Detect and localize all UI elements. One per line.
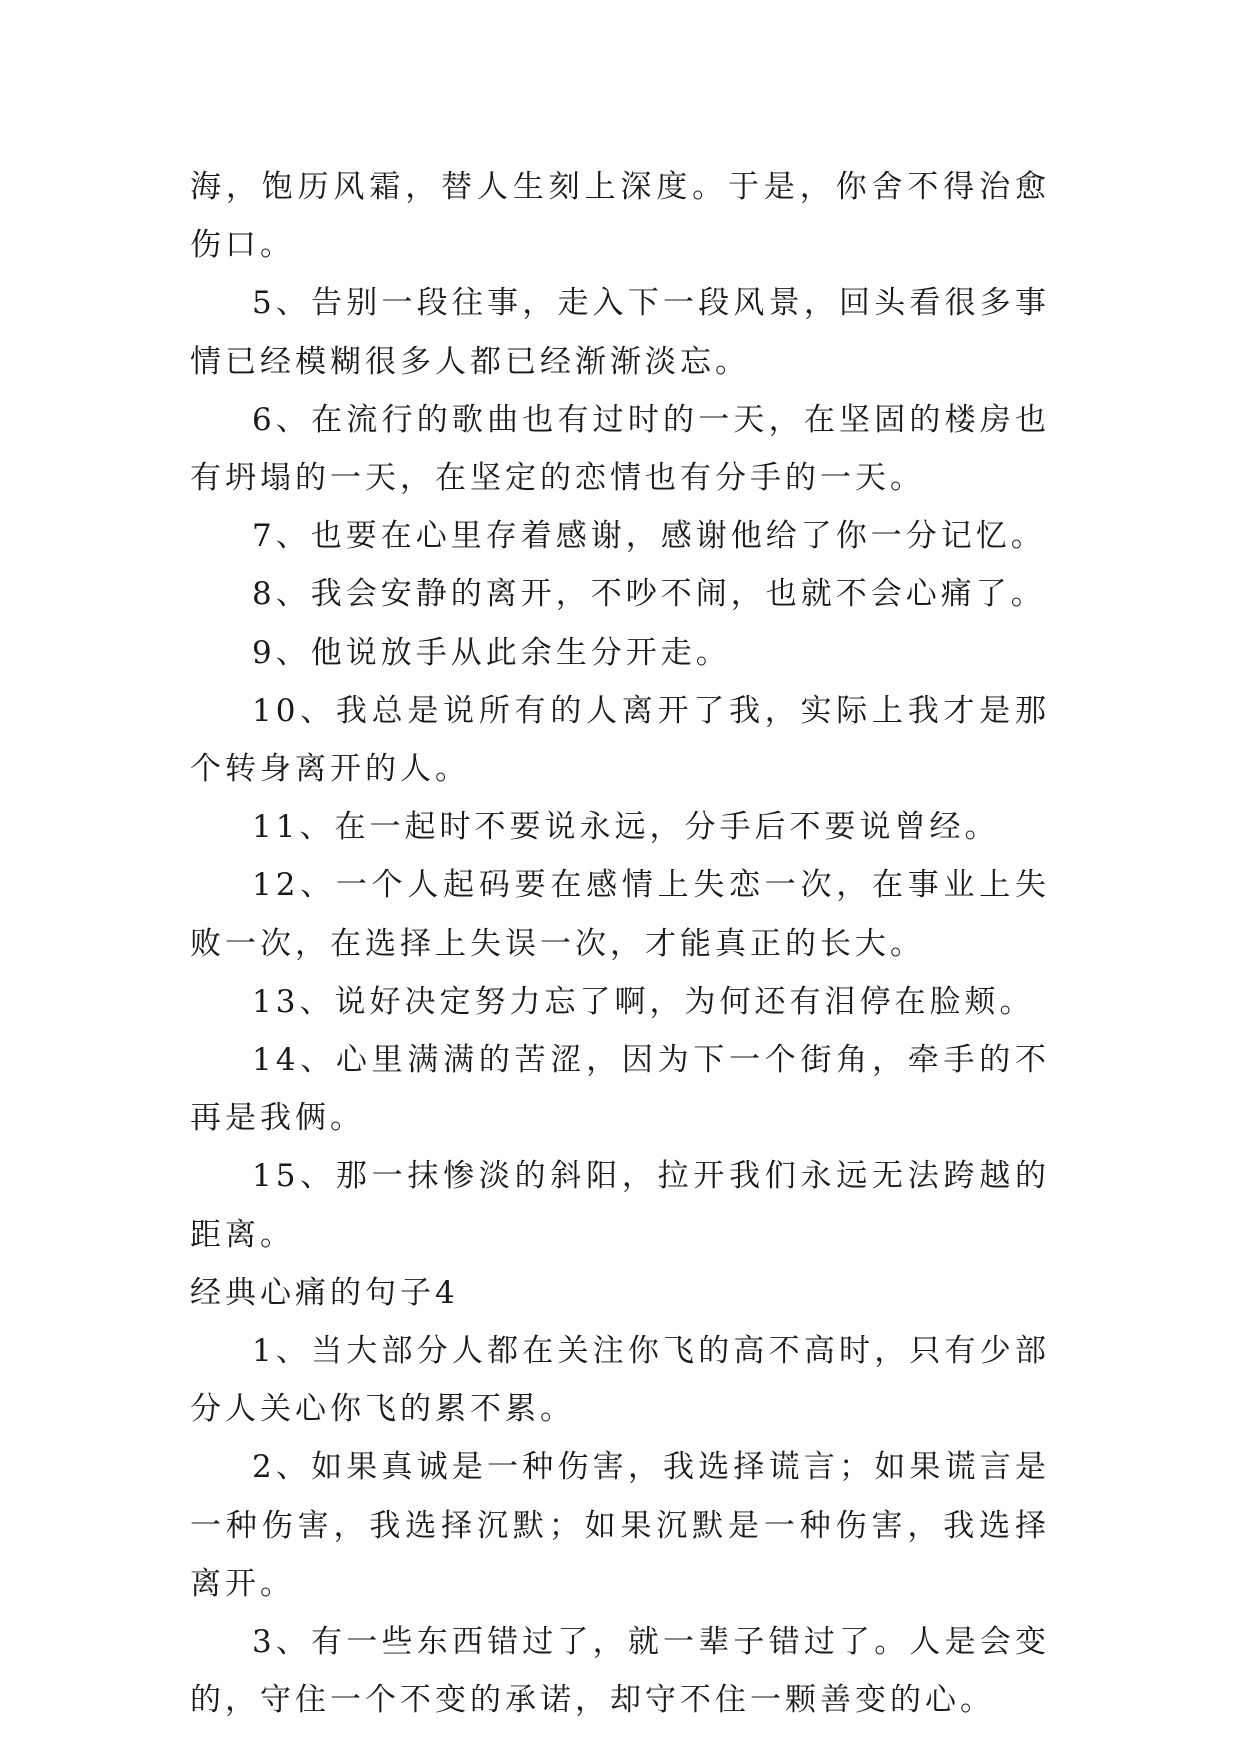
list-item-1: 1、当大部分人都在关注你飞的高不高时，只有少部分人关心你飞的累不累。 — [190, 1333, 1050, 1428]
paragraph-continuation: 海，饱历风霜，替人生刻上深度。于是，你舍不得治愈伤口。 — [190, 169, 1050, 264]
document-body — [190, 158, 1050, 1729]
list-item-12: 12、一个人起码要在感情上失恋一次，在事业上失败一次，在选择上失误一次，才能真正的长大。 — [190, 867, 1050, 962]
list-item-8: 8、我会安静的离开，不吵不闹，也就不会心痛了。 — [252, 576, 1046, 613]
list-item-14: 14、心里满满的苦涩，因为下一个街角，牵手的不再是我俩。 — [190, 1042, 1050, 1137]
section-heading: 经典心痛的句子4 — [190, 1274, 459, 1311]
list-item-10: 10、我总是说所有的人离开了我，实际上我才是那个转身离开的人。 — [190, 692, 1050, 788]
list-item-9: 9、他说放手从此余生分开走。 — [252, 634, 731, 671]
list-item-13: 13、说好决定努力忘了啊，为何还有泪停在脸颊。 — [252, 983, 1035, 1020]
list-item-6: 6、在流行的歌曲也有过时的一天，在坚固的楼房也有坍塌的一天，在坚定的恋情也有分手的一天。 — [190, 401, 1050, 497]
list-item-2: 2、如果真诚是一种伤害，我选择谎言；如果谎言是一种伤害，我选择沉默；如果沉默是一种伤害，我选择离开。 — [190, 1449, 1050, 1602]
list-item-11: 11、在一起时不要说永远，分手后不要说曾经。 — [252, 809, 1000, 846]
list-item-15: 15、那一抹惨淡的斜阳，拉开我们永远无法跨越的距离。 — [190, 1158, 1050, 1253]
list-item-5: 5、告别一段往事，走入下一段风景，回头看很多事情已经模糊很多人都已经渐渐淡忘。 — [190, 285, 1050, 380]
list-item-7: 7、也要在心里存着感谢，感谢他给了你一分记忆。 — [252, 518, 1046, 555]
list-item-3: 3、有一些东西错过了，就一辈子错过了。人是会变的，守住一个不变的承诺，却守不住一颗善变的心。 — [190, 1624, 1050, 1719]
